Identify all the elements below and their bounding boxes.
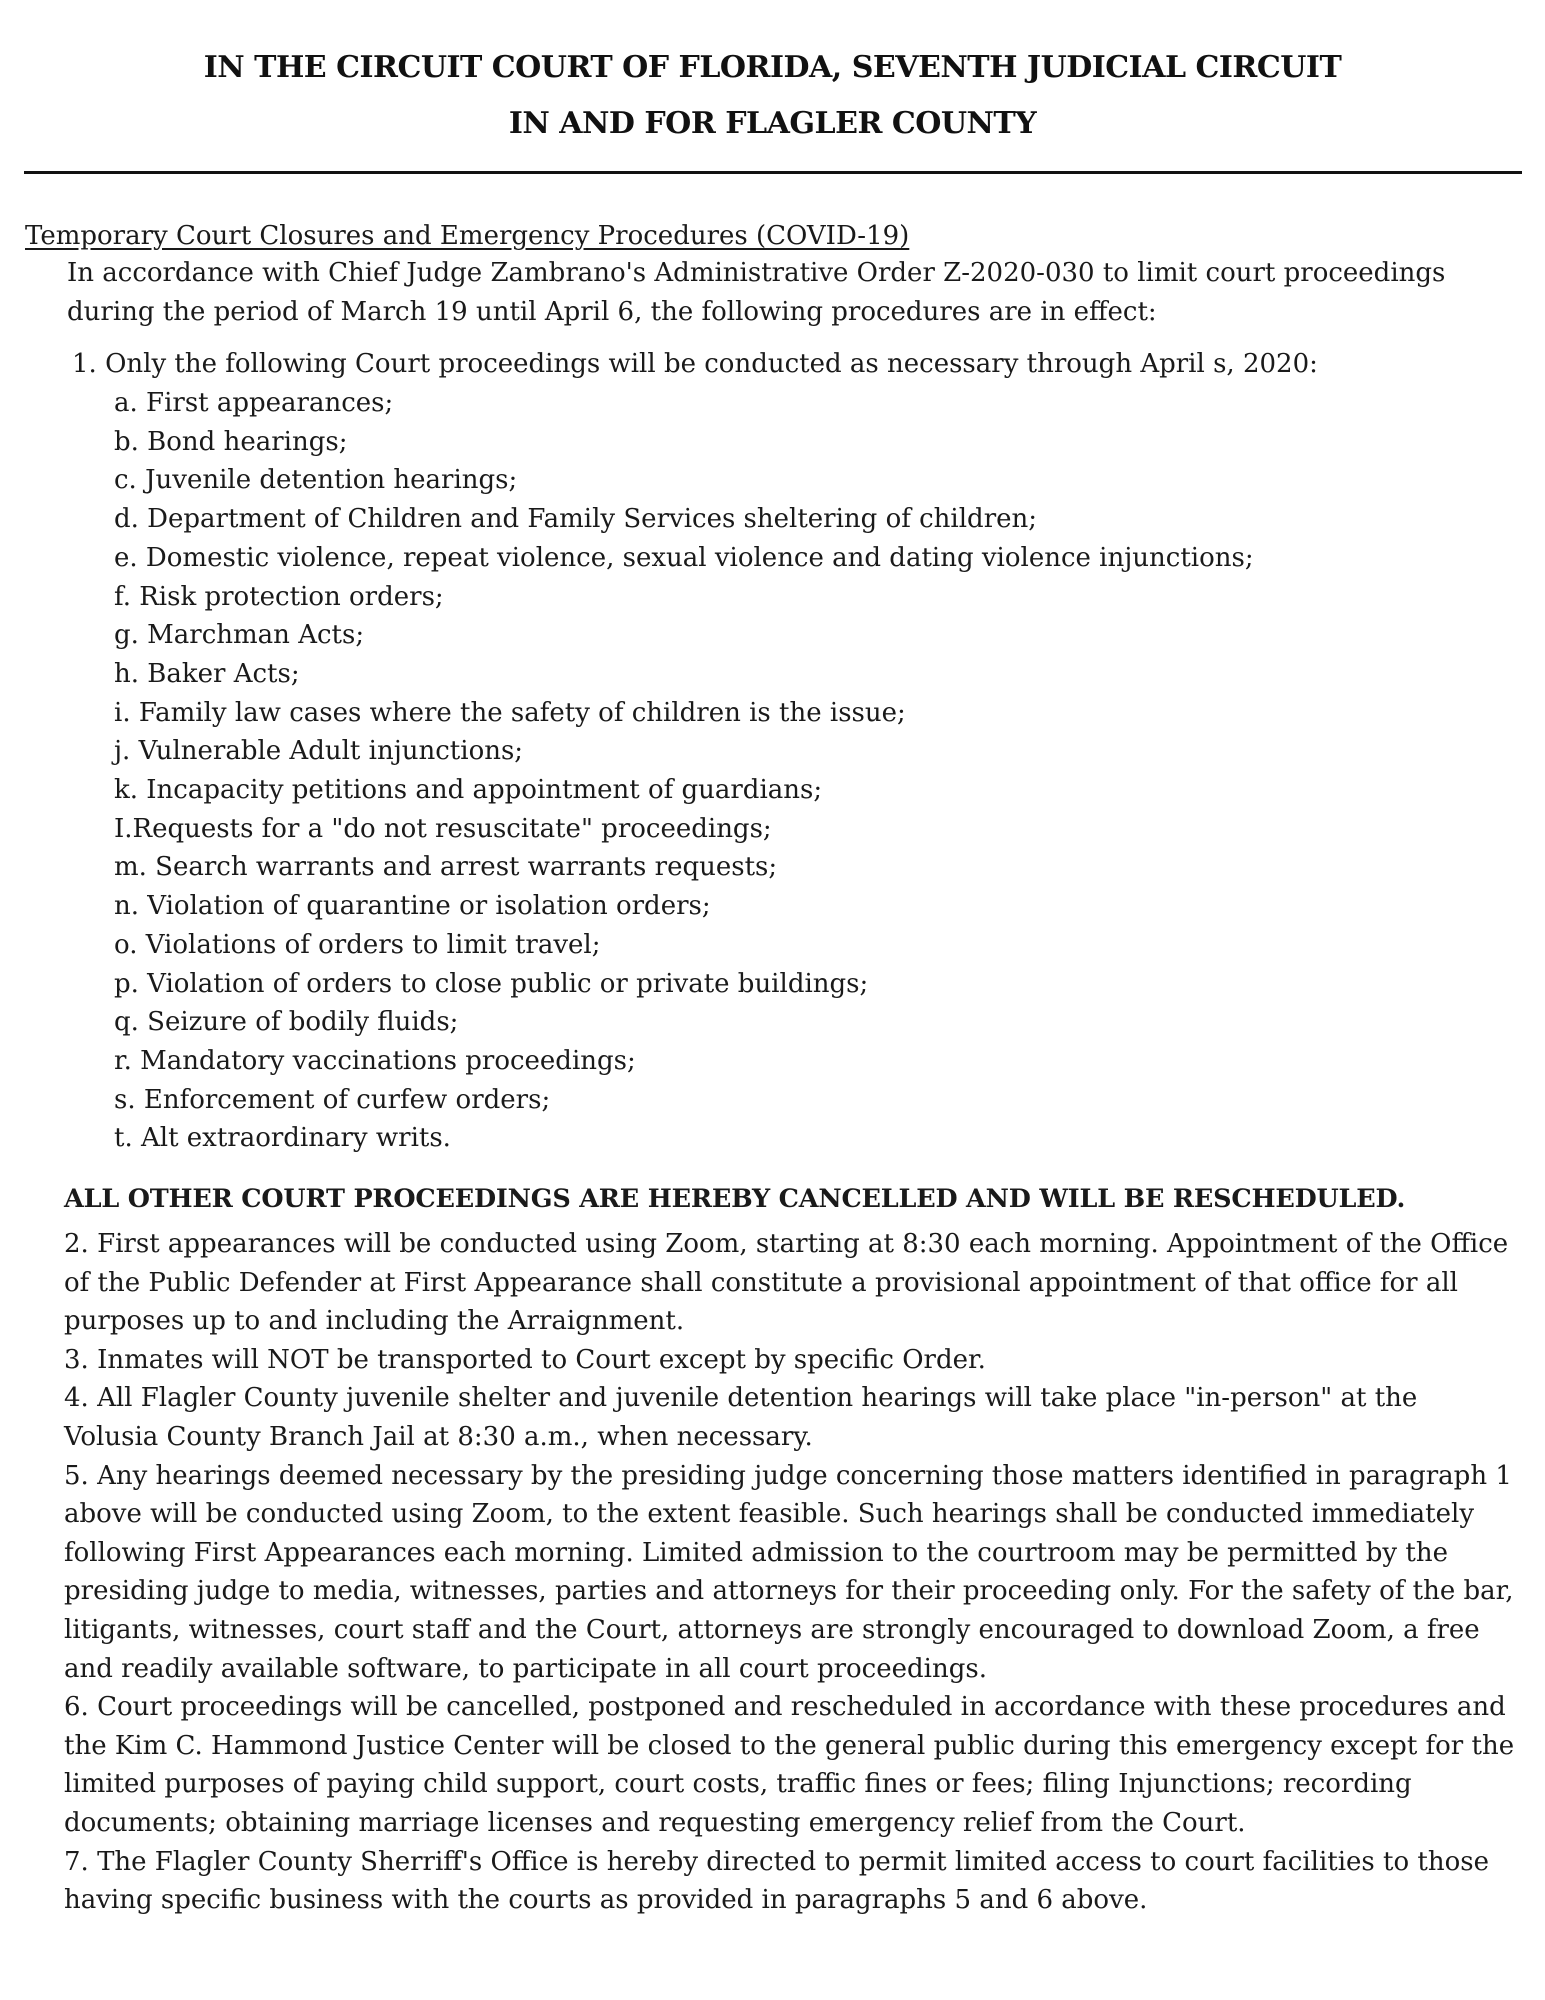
sublist-item: q. Seizure of bodily fluids; [114,1007,459,1038]
list-item-1: 1. Only the following Court proceedings will be conducted as necessary through April s, 2020: [72,349,1318,379]
numbered-paragraphs [64,1225,1524,1920]
sublist-item: a. First appearances; [114,388,394,418]
paragraph-line: 4. All Flagler County juvenile shelter and juvenile detention hearings will take place "in-person" at the [64,1383,1418,1414]
proceedings-sublist [114,384,1254,1158]
intro-line: In accordance with Chief Judge Zambrano's Administrative Order Z-2020-030 to limit court proceedings [67,258,1446,288]
paragraph-line: 6. Court proceedings will be cancelled, postponed and rescheduled in accordance with these procedures and [64,1692,1506,1723]
header-divider [24,171,1522,174]
intro-paragraph [67,254,1507,331]
sublist-item: f. Risk protection orders; [114,581,444,612]
sublist-item: b. Bond hearings; [114,426,348,457]
intro-line: during the period of March 19 until April 6, the following procedures are in effect: [67,296,1157,327]
sublist-item: n. Violation of quarantine or isolation orders; [114,891,711,922]
paragraph-line: of the Public Defender at First Appearance shall constitute a provisional appointment of that office for all [64,1267,1458,1298]
sublist-item: s. Enforcement of curfew orders; [114,1084,551,1115]
paragraph-line: 5. Any hearings deemed necessary by the presiding judge concerning those matters identified in paragraph 1 [64,1460,1512,1491]
sublist-item: c. Juvenile detention hearings; [114,465,518,496]
sublist-item: i. Family law cases where the safety of children is the issue; [114,697,906,728]
sublist-item: h. Baker Acts; [114,658,300,689]
paragraph-line: having specific business with the courts as provided in paragraphs 5 and 6 above. [64,1885,1148,1916]
court-header-line-1: IN THE CIRCUIT COURT OF FLORIDA, SEVENTH JUDICIAL CIRCUIT [203,50,1342,85]
paragraph-line: purposes up to and including the Arraignment. [64,1306,685,1337]
paragraph-line: following First Appearances each morning. Limited admission to the courtroom may be permitted by the [64,1537,1448,1568]
paragraph-line: 3. Inmates will NOT be transported to Court except by specific Order. [64,1344,986,1375]
sublist-item: r. Mandatory vaccinations proceedings; [114,1045,636,1076]
court-header-line-2: IN AND FOR FLAGLER COUNTY [508,106,1037,141]
sublist-item: t. Alt extraordinary writs. [114,1123,451,1154]
paragraph-line: 2. First appearances will be conducted using Zoom, starting at 8:30 each morning. Appointment of the Office [64,1229,1509,1259]
paragraph-line: 7. The Flagler County Sherriff's Office is hereby directed to permit limited access to court facilities to those [64,1846,1489,1877]
sublist-item: p. Violation of orders to close public or private buildings; [114,968,869,999]
paragraph-line: Volusia County Branch Jail at 8:30 a.m., when necessary. [64,1421,813,1452]
sublist-item: o. Violations of orders to limit travel; [114,929,601,960]
paragraph-line: documents; obtaining marriage licenses and requesting emergency relief from the Court. [64,1807,1246,1838]
paragraph-line: and readily available software, to participate in all court proceedings. [64,1653,987,1684]
paragraph-line: the Kim C. Hammond Justice Center will be closed to the general public during this emergency except for the [64,1730,1515,1761]
paragraph-line: above will be conducted using Zoom, to the extent feasible. Such hearings shall be conducted immediately [64,1499,1475,1530]
sublist-item: I.Requests for a "do not resuscitate" proceedings; [114,813,772,844]
court-header [0,40,1545,152]
sublist-item: k. Incapacity petitions and appointment of guardians; [114,775,823,806]
paragraph-line: presiding judge to media, witnesses, parties and attorneys for their proceeding only. For the safety of the bar, [64,1576,1514,1607]
paragraph-line: limited purposes of paying child support, court costs, traffic fines or fees; filing Injunctions; recording [64,1769,1412,1800]
section-title: Temporary Court Closures and Emergency Procedures (COVID-19) [25,221,910,251]
sublist-item: g. Marchman Acts; [114,620,365,651]
paragraph-line: litigants, witnesses, court staff and the Court, attorneys are strongly encouraged to download Zoom, a free [64,1614,1480,1645]
sublist-item: d. Department of Children and Family Services sheltering of children; [114,504,1038,535]
sublist-item: j. Vulnerable Adult injunctions; [114,736,524,767]
sublist-item: m. Search warrants and arrest warrants requests; [114,852,778,883]
sublist-item: e. Domestic violence, repeat violence, sexual violence and dating violence injunctions; [114,542,1254,573]
cancellation-notice: ALL OTHER COURT PROCEEDINGS ARE HEREBY CANCELLED AND WILL BE RESCHEDULED. [64,1184,1406,1214]
